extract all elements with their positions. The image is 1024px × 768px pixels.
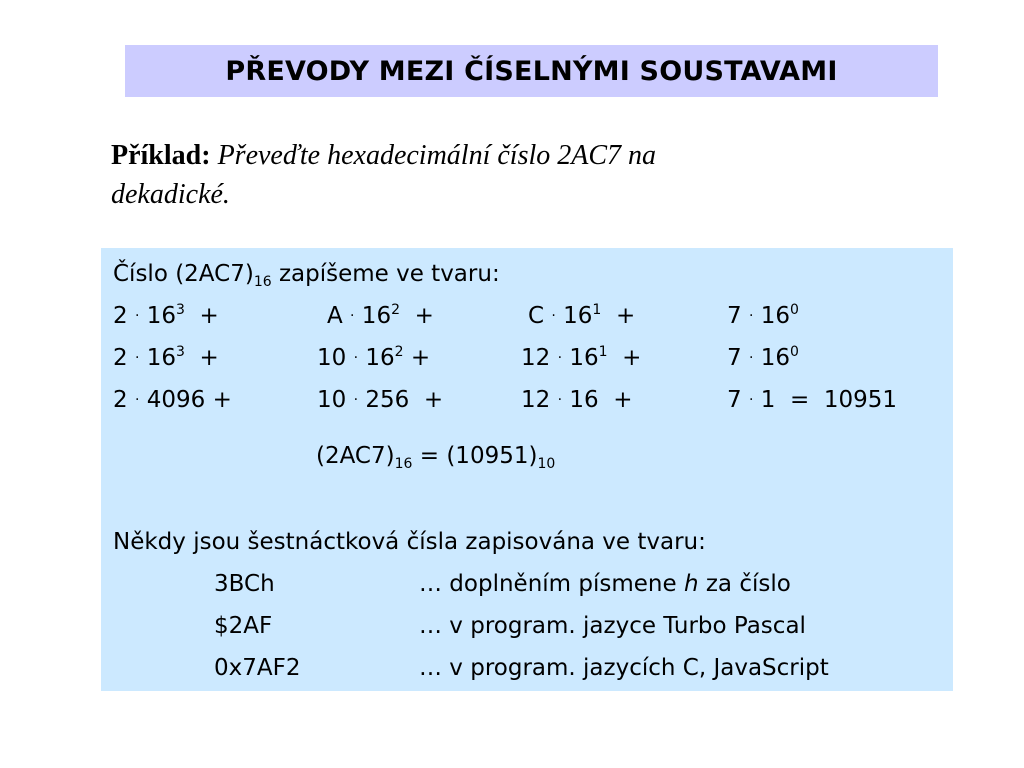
row2-term4: $7 \cdot 16^0$	[727, 344, 799, 371]
row3-term1: 2 · 4096 +	[113, 387, 232, 413]
row3-term4: 7 · 1 = 10951	[727, 387, 898, 413]
row3-term3: 12 · 16 +	[521, 387, 633, 413]
example-task	[111, 136, 871, 214]
example-desc-3: … v program. jazycích C, JavaScript	[419, 655, 829, 681]
intro-line	[113, 260, 500, 288]
row3-term2: 10 · 256 +	[317, 387, 444, 413]
row1-term3: $C \cdot 16^1$ +	[528, 302, 636, 329]
example-value-1: 3BCh	[214, 571, 275, 597]
row1-term1: $2 \cdot 16^3$ +	[113, 302, 219, 329]
example-label: Příklad:	[111, 140, 211, 171]
example-value-2: $2AF	[214, 613, 273, 639]
content-box	[101, 248, 953, 691]
slide-title-box	[125, 45, 938, 97]
row2-term3: $12 \cdot 16^1$ +	[521, 344, 642, 371]
example-text-line2: dekadické.	[111, 179, 230, 210]
example-value-3: 0x7AF2	[214, 655, 301, 681]
example-desc-1: … doplněním písmene h za číslo	[419, 571, 791, 597]
slide-title: PŘEVODY MEZI ČÍSELNÝMI SOUSTAVAMI	[225, 55, 838, 87]
result-line: $(2AC7)_{16} = (10951)_{10}$	[316, 443, 556, 472]
note-line: Někdy jsou šestnáctková čísla zapisována ve tvaru:	[113, 529, 706, 555]
row2-term2: $10 \cdot 16^2$ +	[317, 344, 431, 371]
intro-base: 16	[253, 274, 272, 290]
row2-term1: $2 \cdot 16^3$ +	[113, 344, 219, 371]
example-text-line1: Převeďte hexadecimální číslo 2AC7 na	[217, 140, 657, 171]
intro-text-end: zapíšeme ve tvaru:	[271, 261, 500, 287]
row1-term4: $7 \cdot 16^0$	[727, 302, 799, 329]
example-desc-2: … v program. jazyce Turbo Pascal	[419, 613, 806, 639]
row1-term2: $A \cdot 16^2$ +	[327, 302, 434, 329]
intro-text: Číslo (2AC7)	[113, 261, 254, 287]
